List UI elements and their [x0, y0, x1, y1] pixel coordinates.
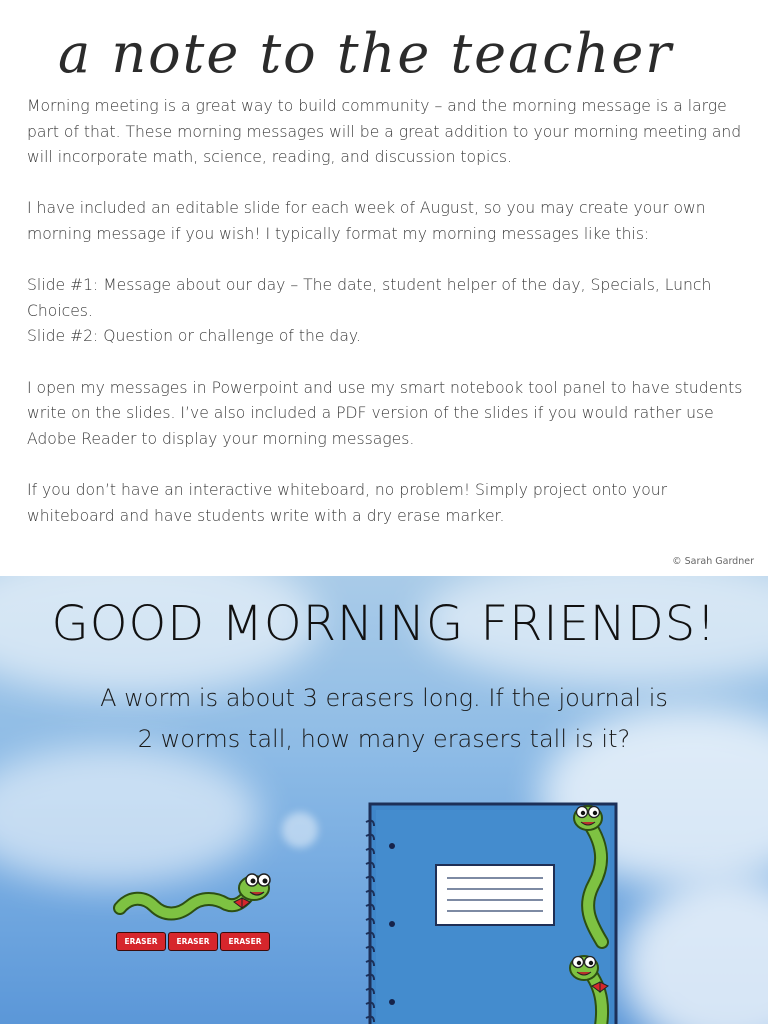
question-line-1: A worm is about 3 erasers long. If the journal is — [100, 684, 668, 712]
journal-image — [362, 802, 618, 1024]
cloud-shape — [0, 746, 260, 886]
note-title: a note to the teacher — [58, 22, 674, 85]
worm-with-erasers — [112, 868, 282, 958]
journal-label — [435, 864, 555, 926]
note-body — [27, 94, 752, 555]
paragraph-whiteboard: If you don’t have an interactive whiteboard, no problem! Simply project onto your whiteboard and have students write with a dry erase marker. — [27, 480, 668, 525]
eraser-2: ERASER — [168, 932, 218, 951]
paragraph-slide-1: Slide #1: Message about our day – The date, student helper of the day, Specials, Lunch Choices. — [27, 276, 712, 320]
copyright-text: © Sarah Gardner — [672, 556, 754, 567]
paragraph-powerpoint: I open my messages in Powerpoint and use my smart notebook tool panel to have students write on the slides. I’ve also included a PDF version of the slides if you would rather use Adobe Reader to display your morning messages. — [27, 378, 743, 448]
cloud-shape — [620, 876, 768, 1024]
eraser-row — [116, 932, 270, 951]
worm-icon — [112, 868, 282, 932]
paragraph-intro: Morning meeting is a great way to build community – and the morning message is a large part of that. These morning messages will be a great addition to your morning meeting and will incorporate math, science, reading, and discussion topics. — [27, 97, 742, 167]
eraser-1: ERASER — [116, 932, 166, 951]
morning-message-slide — [0, 576, 768, 1024]
slide-title: GOOD MORNING FRIENDS! — [51, 596, 717, 652]
paragraph-editable-slide: I have included an editable slide for each week of August, so you may create your own morning message if you wish! I typically format my morning messages like this: — [27, 199, 706, 243]
paragraph-slide-2: Slide #2: Question or challenge of the day. — [27, 327, 361, 346]
question-line-2: 2 worms tall, how many erasers tall is it? — [137, 725, 631, 753]
sun-glow — [282, 812, 318, 848]
question-text — [60, 678, 708, 760]
eraser-3: ERASER — [220, 932, 270, 951]
